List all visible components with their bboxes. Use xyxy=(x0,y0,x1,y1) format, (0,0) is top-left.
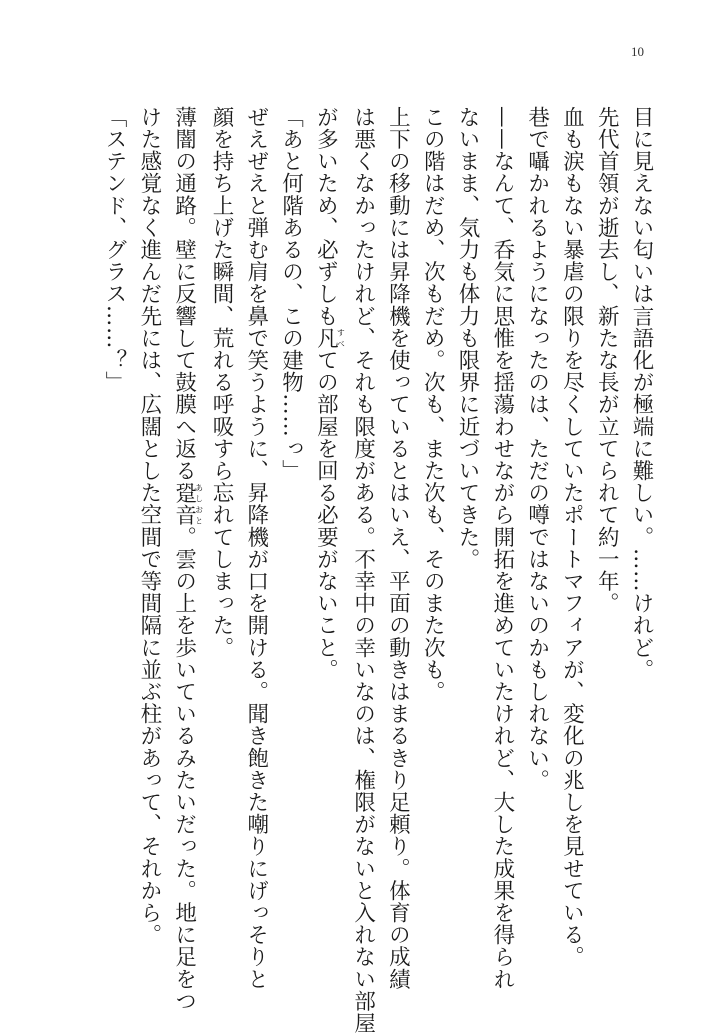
line-text: 薄闇の通路。壁に反響して鼓膜へ返る xyxy=(171,106,197,482)
ruby-word xyxy=(313,327,346,350)
ruby-reading: すべ xyxy=(336,327,346,350)
text-line: ——なんて、呑気に思惟を揺蕩わせながら開拓を進めていたけれど、大した成果を得られ xyxy=(489,106,515,990)
text-line: 「あと何階あるの、この建物……っ」 xyxy=(278,106,304,482)
page-number: 10 xyxy=(631,44,644,59)
text-line: 血も涙もない暴虐の限りを尽くしていたポートマフィアが、変化の兆しを見せている。 xyxy=(559,106,585,968)
text-line: 顔を持ち上げた瞬間、荒れる呼吸すら忘れてしまった。 xyxy=(208,106,234,659)
ruby-word xyxy=(171,481,204,526)
text-line: けた感覚なく進んだ先には、広闊とした空間で等間隔に並ぶ柱があって、それから。 xyxy=(136,106,162,946)
text-line: 目に見えない匂いは言語化が極端に難しい。……けれど。 xyxy=(629,106,654,681)
ruby-base: 凡 xyxy=(313,327,339,350)
text-line-with-ruby xyxy=(166,106,204,1013)
text-line: 巷で囁かれるようになったのは、ただの噂ではないのかもしれない。 xyxy=(524,106,550,792)
text-line-with-ruby xyxy=(308,106,345,986)
text-line: 先代首領が逝去し、新たな長が立てられて約一年。 xyxy=(594,106,620,615)
text-line: は悪くなかったけれど、それも限度がある。不幸中の幸いなのは、権限がないと入れない部屋 xyxy=(350,106,376,1034)
text-line: 上下の移動には昇降機を使っているとはいえ、平面の動きはまるきり足頼り。体育の成績 xyxy=(385,106,411,990)
text-line: この階はだめ、次もだめ。次も、また次も、そのまた次も。 xyxy=(420,106,446,703)
line-text: が多いため、必ずしも xyxy=(313,106,339,327)
text-line: 「ステンド、グラス……？」 xyxy=(102,106,128,394)
body-text xyxy=(102,106,658,1034)
ruby-reading: あしおと xyxy=(194,481,204,526)
text-line: ないまま、気力も体力も限界に近づいてきた。 xyxy=(455,106,481,571)
line-text: 。雲の上を歩いているみたいだった。地に足をつ xyxy=(171,525,197,1013)
text-line: ぜえぜえと弾む肩を鼻で笑うように、昇降機が口を開ける。聞き飽きた嘲りにげっそりと xyxy=(243,106,269,990)
line-text: ての部屋を回る必要がないこと。 xyxy=(313,349,339,681)
ruby-base: 跫音 xyxy=(171,481,197,526)
